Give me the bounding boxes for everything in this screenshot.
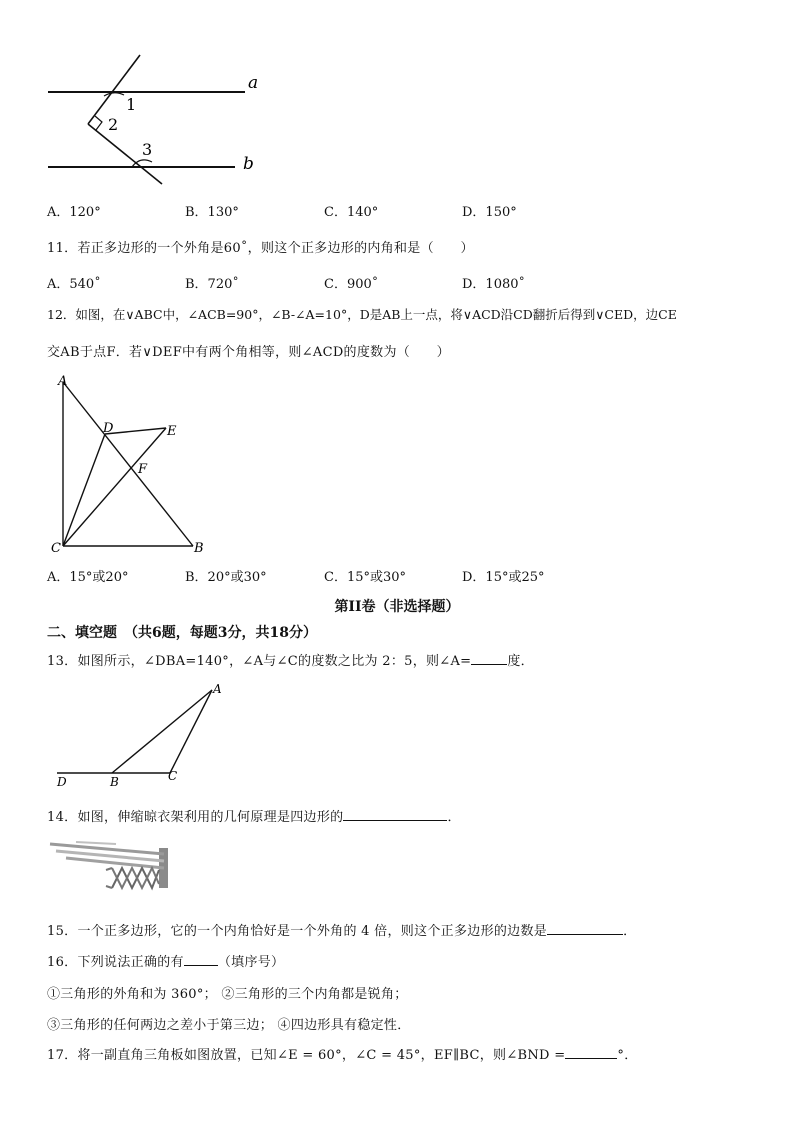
section2-heading: 二、填空题 （共6题，每题3分，共18分） — [47, 625, 317, 641]
angle-label-1: 1 — [126, 95, 137, 114]
figure-q10-parallel-lines — [40, 52, 270, 192]
q13-stem-pre: 13．如图所示，∠DBA=140°，∠A与∠C的度数之比为 2：5，则∠A= — [47, 654, 472, 669]
q11-option-b: B．720˚ — [185, 277, 239, 292]
q16-statements-1-2: ①三角形的外角和为 360°； ②三角形的三个内角都是锐角； — [47, 987, 408, 1002]
q15-stem-pre: 15．一个正多边形，它的一个内角恰好是一个外角的 4 倍，则这个正多边形的边数是 — [47, 924, 548, 939]
part2-title: 第II卷（非选择题） — [334, 599, 460, 615]
q14-stem — [47, 806, 461, 825]
q12-stem-line1: 12．如图，在∨ABC中，∠ACB=90°，∠B-∠A=10°，D是AB上一点，将∨ACD沿CD翻折后得到∨CED，边CE — [47, 307, 677, 322]
q15-answer-blank[interactable] — [547, 922, 623, 935]
q12-option-a: A．15°或20° — [47, 570, 129, 585]
q15-stem — [47, 920, 636, 939]
figure-q14-drying-rack — [46, 834, 176, 900]
q16-stem-pre: 16．下列说法正确的有 — [47, 955, 184, 970]
q17-stem-post: °． — [617, 1048, 638, 1063]
q17-stem-pre: 17．将一副直角三角板如图放置，已知∠E = 60°，∠C = 45°，EF∥BC，则∠BND = — [47, 1048, 566, 1063]
angle-label-2: 2 — [108, 115, 119, 134]
q11-option-d: D．1080˚ — [462, 277, 526, 292]
q12-option-c: C．15°或30° — [324, 570, 407, 585]
q13-label-d: D — [57, 775, 67, 789]
figure-q13-triangle — [52, 680, 232, 790]
point-label-e: E — [167, 424, 177, 439]
label-a: a — [248, 73, 259, 93]
q12-option-b: B．20°或30° — [185, 570, 267, 585]
q13-stem-post: 度． — [507, 654, 534, 669]
q15-stem-post: ． — [623, 924, 637, 939]
q12-stem-line2: 交AB于点F．若∨DEF中有两个角相等，则∠ACD的度数为（ ） — [47, 345, 450, 360]
label-b: b — [243, 154, 254, 174]
q16-stem-post: （填序号） — [217, 955, 285, 970]
point-label-c: C — [51, 541, 61, 556]
q14-stem-post: ． — [447, 810, 461, 825]
q10-option-c: C．140° — [324, 205, 379, 220]
q13-stem — [47, 650, 534, 669]
point-label-a: A — [58, 374, 68, 389]
point-label-b: B — [194, 541, 204, 556]
q13-label-c: C — [168, 769, 178, 783]
q13-label-b: B — [110, 775, 119, 789]
angle-label-3: 3 — [142, 140, 153, 159]
point-label-d: D — [103, 421, 114, 436]
q12-option-d: D．15°或25° — [462, 570, 545, 585]
point-label-f: F — [138, 462, 148, 477]
q13-answer-blank[interactable] — [471, 652, 507, 665]
q11-stem: 11．若正多边形的一个外角是60˚，则这个正多边形的内角和是（ ） — [47, 241, 474, 256]
q16-answer-blank[interactable] — [184, 953, 218, 966]
figure-q12-triangle — [48, 372, 218, 557]
q10-option-a: A．120° — [47, 205, 101, 220]
q13-label-a: A — [213, 682, 222, 696]
q16-statements-3-4: ③三角形的任何两边之差小于第三边； ④四边形具有稳定性． — [47, 1018, 411, 1033]
q14-answer-blank[interactable] — [343, 808, 447, 821]
q11-option-c: C．900˚ — [324, 277, 379, 292]
q17-answer-blank[interactable] — [565, 1046, 617, 1059]
q11-option-a: A．540˚ — [47, 277, 101, 292]
q10-option-d: D．150° — [462, 205, 517, 220]
q17-stem — [47, 1044, 638, 1063]
q14-stem-pre: 14．如图，伸缩晾衣架利用的几何原理是四边形的 — [47, 810, 344, 825]
q16-stem — [47, 951, 284, 970]
q10-option-b: B．130° — [185, 205, 239, 220]
